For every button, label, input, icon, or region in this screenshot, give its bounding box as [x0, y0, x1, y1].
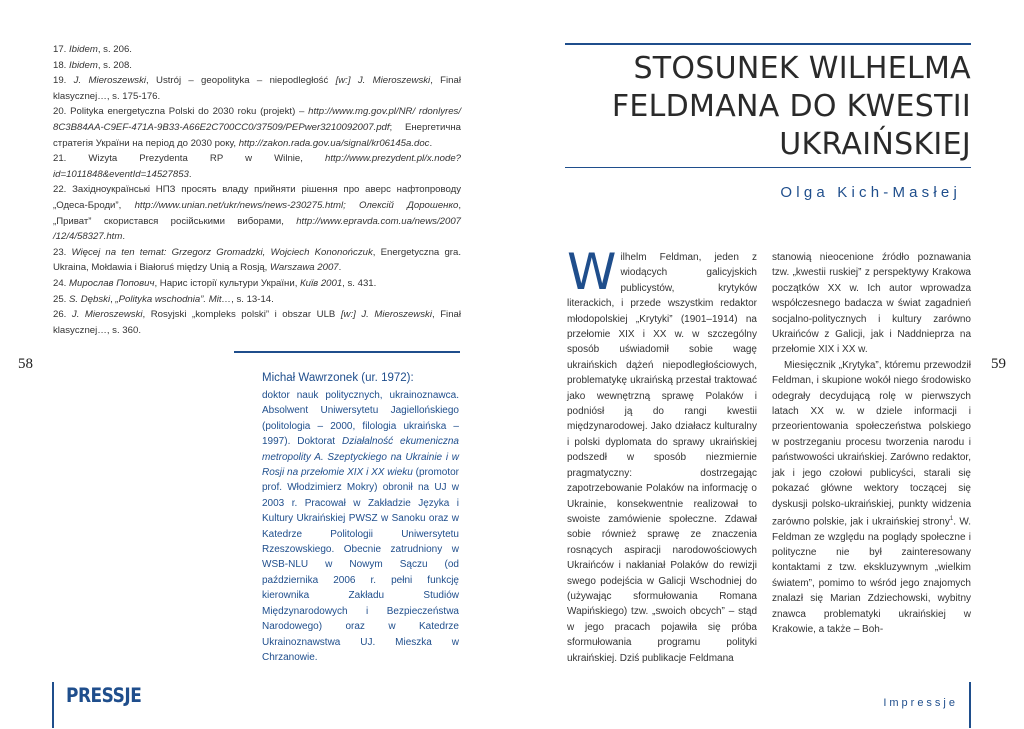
footnote: 25. S. Dębski, „Polityka wschodnia”. Mit…, s. 13-14. — [53, 293, 274, 305]
article-author: Olga Kich-Masłej — [780, 184, 961, 201]
footnotes — [53, 42, 461, 338]
footnote: 22. Західноукраїнські НПЗ просять владу прийняти рішення про аверс нафтопроводу „Одеса-Броди”, http://www.unian.net/ukr/news/news-230275.html; Олексій Дорошенко, „Приват” скористався російськими виборами, http://www.epravda.com.ua/news/2007 /12/4/58327.htm. — [53, 184, 461, 243]
title-rule-top — [565, 43, 971, 45]
footnote: 23. Więcej na ten temat: Grzegorz Gromadzki, Wojciech Kononończuk, Energetyczna gra. Ukraina, Mołdawia i Białoruś między Unią a Rosją, Warszawa 2007. — [53, 246, 461, 274]
bio-divider — [234, 351, 460, 353]
title-line: FELDMANA DO KWESTII — [611, 89, 971, 124]
bio-author-name: Michał Wawrzonek (ur. 1972): — [262, 372, 414, 384]
footnote: 20. Polityka energetyczna Polski do 2030 roku (projekt) – http://www.mg.gov.pl/NR/ rdonlyres/ 8C3B84AA-C9EF-471A-9B33-A66E2C700CC0/37509/PEPwer3210092007.pdf; Енергетична стратегія України на період до 2030 року, http://zakon.rada.gov.ua/signal/kr06145a.doc. — [53, 106, 461, 149]
column-2-paragraph-1: stanowią nieocenione źródło poznawania tzw. „kwestii ruskiej” z perspektywy Krakowa początków XX w. Ich autor wprowadza współczesnego badacza w świat zagadnień socjalno-politycznych i kultury zarówno Ukraińców z Galicji, jak i Naddnieprza na przełomie XIX i XX w. — [772, 252, 971, 356]
footnote: 19. J. Mieroszewski, Ustrój – geopolityka – niepodległość [w:] J. Mieroszewski, Finał klasycznej…, s. 175-176. — [53, 75, 461, 102]
text-column-1 — [567, 243, 757, 666]
column-1-text: ilhelm Feldman, jeden z wiodących galicyjskich publicystów, krytyków literackich, i przede wszystkim redaktor młodopolskiej „Krytyki” (1901–1914) na przełomie XIX i XX w. w szczególny sposób uświadomił sobie wagę ukraińskich dążeń niepodległościowych, problematykę ukraińską przestał traktować jako wewnętrzną sprawę Polaków i podniósł ją do rangi kwestii międzynarodowej. Jako działacz kulturalny i polski dyplomata do sprawy ukraińskiej podszedł w sposób niezmiernie pragmatyczny: dostrzegając zapotrzebowanie Polaków na informację o Ukrainie, konsekwentnie realizował to swoiste zamówienie społeczne. Zdawał sobie również sprawę ze znaczenia rosnących aspiracji narodowościowych Ukraińców i nakłaniał Polaków do rewizji swego podejścia w Galicji Wschodniej do (używając sformułowania Romana Wapińskiego) tzw. „swoich obcych” – stąd w jego pracach pojawiła się próba sformułowania programu polityki ukraińskiej. Dziś publikacje Feldmana — [567, 252, 757, 664]
text-column-2 — [772, 250, 971, 637]
title-rule-bottom — [565, 167, 971, 168]
column-2-paragraph-2: Miesięcznik „Krytyka”, któremu przewodził Feldman, i skupione wokół niego środowisko odegrały decydującą rolę w pierwszych latach XX w. w dziele informacji i przeorientowania społeczeństwa polskiego w postrzeganiu procesu tworzenia narodu i państwowości ukraińskiej. Zarówno redaktor, jak i jego czołowi publicyści, starali się pokazać główne wektory toczącej się dyskusji polsko-ukraińskiej, punkty widzenia zarówno polskie, jak i ukraińskiej strony$^1$. W. Feldman ze względu na poglądy społeczne i polityczne nie był zainteresowany kontaktami z tzw. ekskluzywnym „wielkim światem”, pomimo to wśród jego znajomych znalazł się Marian Zdziechowski, wybitny znawca problematyki ukraińskiej w Krakowie, a także – Boh- — [772, 359, 971, 636]
page-number-right: 59 — [991, 356, 1006, 372]
footnote: 17. Ibidem, s. 206. — [53, 44, 132, 55]
title-line: UKRAIŃSKIEJ — [779, 127, 971, 162]
author-bio — [262, 370, 459, 665]
right-page — [512, 0, 1024, 729]
footnote: 26. J. Mieroszewski, Rosyjski „kompleks polski” i obszar ULB [w:] J. Mieroszewski, Finał klasycznej…, s. 360. — [53, 309, 461, 336]
pressje-logo: PRESSJE — [66, 684, 142, 708]
footnote: 18. Ibidem, s. 208. — [53, 59, 132, 71]
article-title — [565, 50, 971, 164]
section-label: Impressje — [883, 697, 958, 709]
title-line: STOSUNEK WILHELMA — [633, 51, 971, 86]
bio-text: doktor nauk politycznych, ukrainoznawca. Absolwent Uniwersytetu Jagiellońskiego (politologia – 2000, filologia ukraińska – 1997). Doktorat Działalność ekumeniczna metropolity A. Szeptyckiego na Ukrainie i w Rosji na przełomie XIX i XX wieku (promotor prof. Włodzimierz Mokry) obronił na UJ w 2003 r. Pracował w Zakładzie Języka i Kultury Ukraińskiej PWSZ w Sanoku oraz w Katedrze Politologii Uniwersytetu Rzeszowskiego. Obecnie zatrudniony w WSB-NLU w Nowym Sączu (od października 2006 r. pełni funkcję kierownika Zakładu Studiów Międzynarodowych i Bezpieczeństwa Narodowego) oraz w Katedrze Ukrainoznawstwa UJ. Mieszka w Chrzanowie. — [262, 390, 460, 663]
page-number-left: 58 — [18, 356, 33, 372]
footnote: 21. Wizyta Prezydenta RP w Wilnie, http://www.prezydent.pl/x.node?id=1011848&eventId=14527853. — [53, 153, 461, 180]
footnote: 24. Мирослав Попович, Нарис історії культури України, Київ 2001, s. 431. — [53, 277, 377, 289]
footer-rule-left — [52, 682, 54, 728]
footer-rule-right — [969, 682, 971, 728]
drop-cap: W — [567, 243, 617, 301]
